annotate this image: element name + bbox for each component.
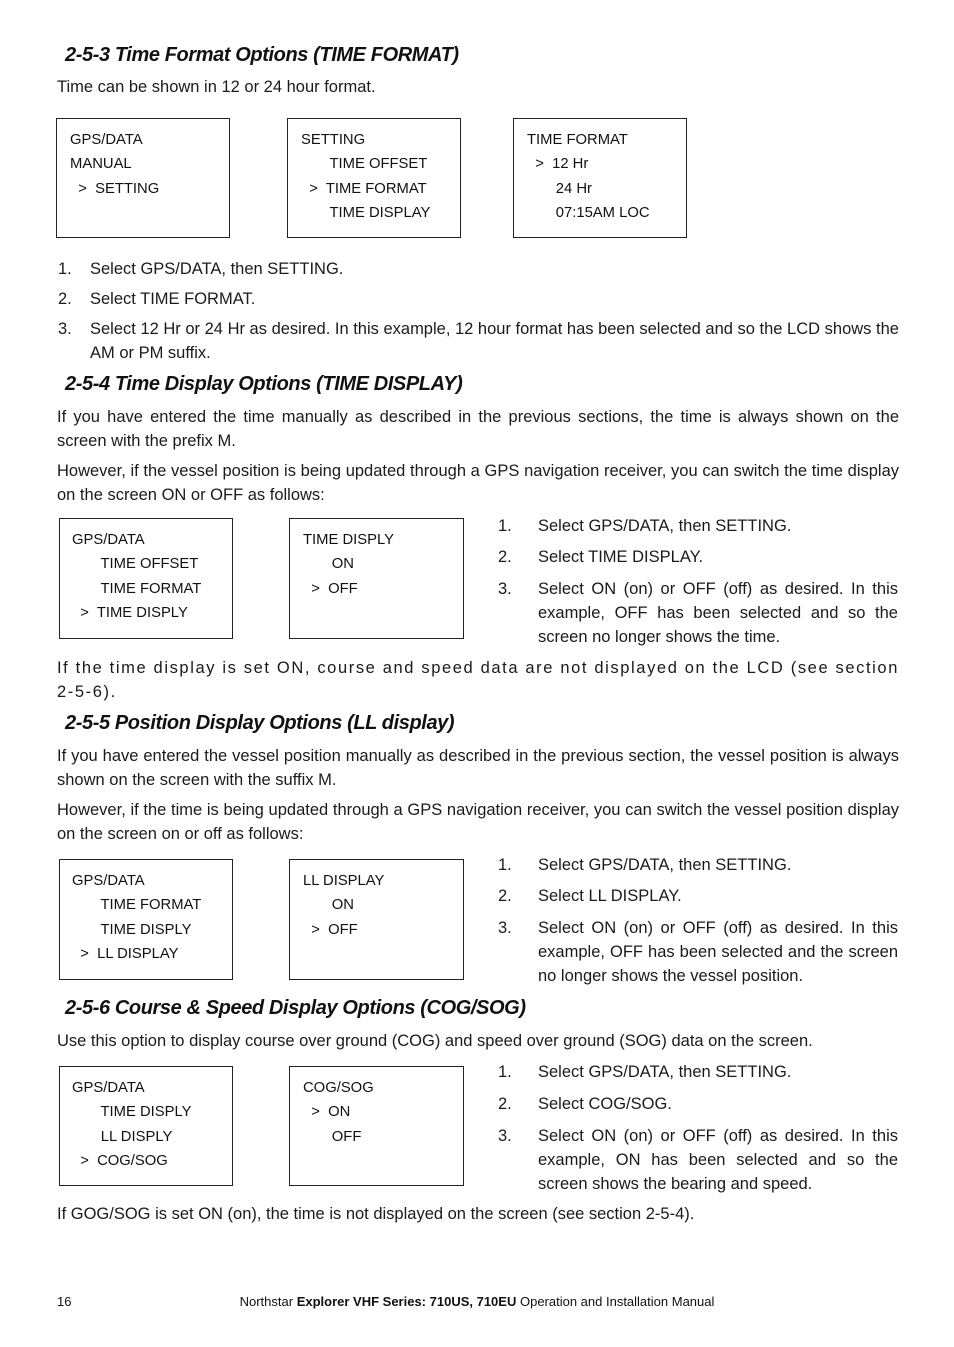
list-item — [498, 1092, 898, 1116]
lcd-line: > COG/SOG — [72, 1152, 168, 1169]
lcd-line: TIME FORMAT — [72, 897, 202, 914]
list-number: 2. — [498, 1095, 512, 1113]
lcd-line: > ON — [303, 1104, 351, 1121]
list-number: 2. — [58, 290, 72, 308]
lcd-line: TIME FORMAT — [527, 132, 628, 148]
footer-brand: Northstar — [239, 1294, 297, 1309]
lcd-screen — [289, 1066, 464, 1186]
lcd-line: OFF — [303, 1128, 362, 1145]
list-number: 2. — [498, 548, 512, 566]
list-item — [498, 916, 898, 988]
section-intro: Time can be shown in 12 or 24 hour format. — [57, 78, 376, 96]
section-paragraph: If you have entered the time manually as described in the previous sections, the time is always shown on the screen with the prefix M. — [57, 408, 899, 450]
list-text: Select COG/SOG. — [538, 1095, 672, 1113]
lcd-line: > TIME DISPLY — [72, 604, 188, 621]
list-item — [58, 317, 900, 365]
list-item — [498, 884, 898, 908]
list-number: 1. — [498, 517, 512, 535]
lcd-line: GPS/DATA — [70, 132, 143, 148]
list-item — [58, 257, 900, 281]
lcd-line: TIME OFFSET — [72, 556, 199, 573]
lcd-line: GPS/DATA — [72, 873, 145, 889]
lcd-line: LL DISPLAY — [303, 873, 385, 889]
list-number: 1. — [498, 856, 512, 874]
section-heading-ll-display: 2-5-5 Position Display Options (LL display) — [65, 712, 455, 734]
list-text: Select GPS/DATA, then SETTING. — [538, 856, 792, 874]
list-number: 3. — [58, 320, 72, 338]
list-item — [58, 287, 900, 311]
lcd-line: > TIME FORMAT — [301, 180, 427, 197]
list-text: Select ON (on) or OFF (off) as desired. In this example, ON has been selected and so the screen shows the bearing and speed. — [538, 1127, 898, 1193]
list-item — [498, 545, 898, 569]
lcd-line: ON — [303, 556, 354, 573]
lcd-line: MANUAL — [70, 156, 132, 173]
lcd-line: > OFF — [303, 921, 358, 938]
list-text: Select ON (on) or OFF (off) as desired. In this example, OFF has been selected and so the screen no longer shows the time. — [538, 580, 898, 646]
lcd-screen — [59, 859, 233, 980]
section-heading-cog-sog: 2-5-6 Course & Speed Display Options (COG/SOG) — [65, 997, 526, 1019]
section-heading-time-format: 2-5-3 Time Format Options (TIME FORMAT) — [65, 44, 459, 66]
list-text: Select TIME FORMAT. — [90, 290, 256, 308]
list-item — [498, 1060, 898, 1084]
lcd-line: TIME DISPLY — [72, 1104, 192, 1121]
section-paragraph: However, if the vessel position is being updated through a GPS navigation receiver, you can switch the time display on the screen ON or OFF as follows: — [57, 462, 899, 504]
list-number: 3. — [498, 919, 512, 937]
list-text: Select ON (on) or OFF (off) as desired. In this example, OFF has been selected and the screen no longer shows the vessel position. — [538, 919, 898, 985]
list-text: Select TIME DISPLAY. — [538, 548, 704, 566]
list-text: Select GPS/DATA, then SETTING. — [538, 1063, 792, 1081]
list-text: Select LL DISPLAY. — [538, 887, 682, 905]
lcd-line: TIME DISPLY — [72, 921, 192, 938]
list-text: Select GPS/DATA, then SETTING. — [538, 517, 792, 535]
lcd-line: > SETTING — [70, 180, 160, 197]
section-paragraph: Use this option to display course over ground (COG) and speed over ground (SOG) data on the screen. — [57, 1032, 813, 1050]
lcd-line: LL DISPLY — [72, 1128, 173, 1145]
list-number: 1. — [58, 260, 72, 278]
lcd-screen — [56, 118, 230, 238]
footer-suffix: Operation and Installation Manual — [516, 1294, 715, 1309]
footer-title — [0, 1294, 954, 1309]
lcd-screen — [289, 859, 464, 980]
lcd-line: > OFF — [303, 580, 358, 597]
lcd-line: TIME DISPLY — [303, 532, 394, 548]
lcd-line: 07:15AM LOC — [527, 204, 650, 221]
lcd-line: SETTING — [301, 132, 366, 148]
list-number: 1. — [498, 1063, 512, 1081]
list-text: Select 12 Hr or 24 Hr as desired. In this example, 12 hour format has been selected and so the LCD shows the AM or PM suffix. — [90, 320, 899, 362]
list-item — [498, 577, 898, 649]
lcd-screen — [513, 118, 687, 238]
lcd-screen — [59, 1066, 233, 1186]
list-number: 3. — [498, 1127, 512, 1145]
lcd-line: > LL DISPLAY — [72, 945, 179, 962]
list-item — [498, 853, 898, 877]
lcd-line: GPS/DATA — [72, 532, 145, 548]
list-item — [498, 514, 898, 538]
lcd-line: GPS/DATA — [72, 1080, 145, 1096]
lcd-screen — [59, 518, 233, 639]
lcd-line: TIME DISPLAY — [301, 204, 431, 221]
section-paragraph: If you have entered the vessel position manually as described in the previous section, the vessel position is always shown on the screen with the suffix M. — [57, 747, 899, 789]
lcd-line: ON — [303, 897, 354, 914]
lcd-line: 24 Hr — [527, 180, 592, 197]
lcd-line: > 12 Hr — [527, 156, 589, 173]
footer-model: Explorer VHF Series: 710US, 710EU — [296, 1294, 517, 1309]
list-number: 2. — [498, 887, 512, 905]
list-text: Select GPS/DATA, then SETTING. — [90, 260, 344, 278]
section-heading-time-display: 2-5-4 Time Display Options (TIME DISPLAY) — [65, 373, 463, 395]
lcd-line: COG/SOG — [303, 1080, 374, 1096]
section-note: If the time display is set ON, course and speed data are not displayed on the LCD (see section 2-5-6). — [57, 659, 899, 701]
list-item — [498, 1124, 898, 1196]
section-note: If GOG/SOG is set ON (on), the time is not displayed on the screen (see section 2-5-4). — [57, 1205, 695, 1223]
section-paragraph: However, if the time is being updated through a GPS navigation receiver, you can switch the vessel position display on the screen on or off as follows: — [57, 801, 899, 843]
list-number: 3. — [498, 580, 512, 598]
lcd-line: TIME OFFSET — [301, 156, 428, 173]
page-number: 16 — [57, 1294, 72, 1309]
lcd-line: TIME FORMAT — [72, 580, 202, 597]
lcd-screen — [287, 118, 461, 238]
lcd-screen — [289, 518, 464, 639]
